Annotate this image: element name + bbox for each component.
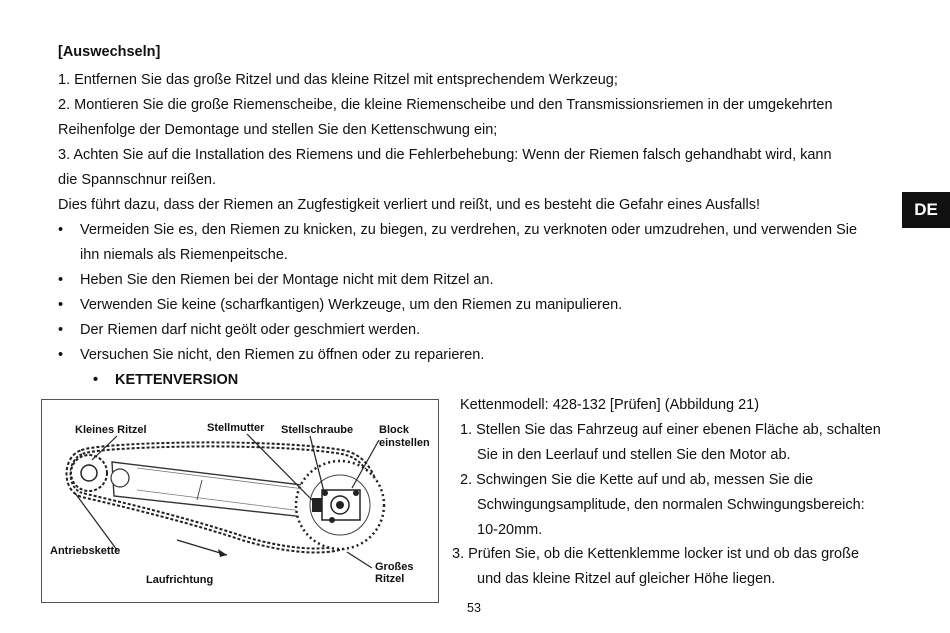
label-running-direction: Laufrichtung (146, 574, 214, 586)
warning-line: Dies führt dazu, dass der Riemen an Zugfestigkeit verliert und reißt, und es besteht die Gefahr eines Ausfalls! (58, 197, 761, 213)
instruction-line: 1. Entfernen Sie das große Ritzel und das kleine Ritzel mit entsprechendem Werkzeug; (58, 72, 618, 88)
bullet-dot-icon: • (93, 372, 99, 388)
label-big-sprocket-line1: Großes (375, 561, 414, 573)
language-tab: DE (902, 192, 950, 228)
label-adjust-screw: Stellschraube (281, 424, 354, 436)
check-step-line: 10-20mm. (477, 522, 543, 538)
bullet-dot-icon: • (58, 272, 64, 288)
chain-model-line: Kettenmodell: 428-132 [Prüfen] (Abbildung 21) (460, 397, 760, 413)
instruction-line: die Spannschnur reißen. (58, 172, 216, 188)
chain-drive-figure (41, 399, 439, 603)
bullet-dot-icon: • (58, 222, 64, 238)
chain-heading-text: KETTENVERSION (115, 372, 239, 388)
instruction-line: 3. Achten Sie auf die Installation des Riemens und die Fehlerbehebung: Wenn der Riemen falsch gehandhabt wird, kann (58, 147, 832, 163)
bullet-text: Heben Sie den Riemen bei der Montage nicht mit dem Ritzel an. (80, 272, 494, 288)
check-step-line: 1. Stellen Sie das Fahrzeug auf einer ebenen Fläche ab, schalten (460, 422, 881, 438)
check-step-line: 2. Schwingen Sie die Kette auf und ab, messen Sie die (460, 472, 814, 488)
label-drive-chain: Antriebskette (50, 545, 121, 557)
instruction-line: 2. Montieren Sie die große Riemenscheibe, die kleine Riemenscheibe und den Transmissionsriemen in der umgekehrten (58, 97, 833, 113)
instruction-line: Reihenfolge der Demontage und stellen Sie den Kettenschwung ein; (58, 122, 498, 138)
section-heading: [Auswechseln] (58, 44, 161, 60)
label-block-line2: einstellen (379, 437, 430, 449)
bullet-continuation: ihn niemals als Riemenpeitsche. (80, 247, 288, 263)
check-step-line: 3. Prüfen Sie, ob die Kettenklemme locker ist und ob das große (452, 546, 860, 562)
bullet-text: Vermeiden Sie es, den Riemen zu knicken, zu biegen, zu verdrehen, zu verknoten oder umzudrehen, und verwenden Sie (80, 222, 858, 238)
label-adjust-nut: Stellmutter (207, 422, 265, 434)
label-block-line1: Block (379, 424, 409, 436)
bullet-dot-icon: • (58, 297, 64, 313)
bullet-text: Verwenden Sie keine (scharfkantigen) Werkzeuge, um den Riemen zu manipulieren. (80, 297, 623, 313)
check-step-line: und das kleine Ritzel auf gleicher Höhe liegen. (477, 571, 776, 587)
bullet-dot-icon: • (58, 322, 64, 338)
check-step-line: Schwingungsamplitude, den normalen Schwingungsbereich: (477, 497, 865, 513)
bullet-dot-icon: • (58, 347, 64, 363)
check-step-line: Sie in den Leerlauf und stellen Sie den Motor ab. (477, 447, 791, 463)
bullet-text: Der Riemen darf nicht geölt oder geschmiert werden. (80, 322, 421, 338)
label-big-sprocket-line2: Ritzel (375, 573, 405, 585)
label-small-sprocket: Kleines Ritzel (75, 424, 147, 436)
page-number: 53 (467, 601, 481, 615)
bullet-text: Versuchen Sie nicht, den Riemen zu öffnen oder zu reparieren. (80, 347, 485, 363)
